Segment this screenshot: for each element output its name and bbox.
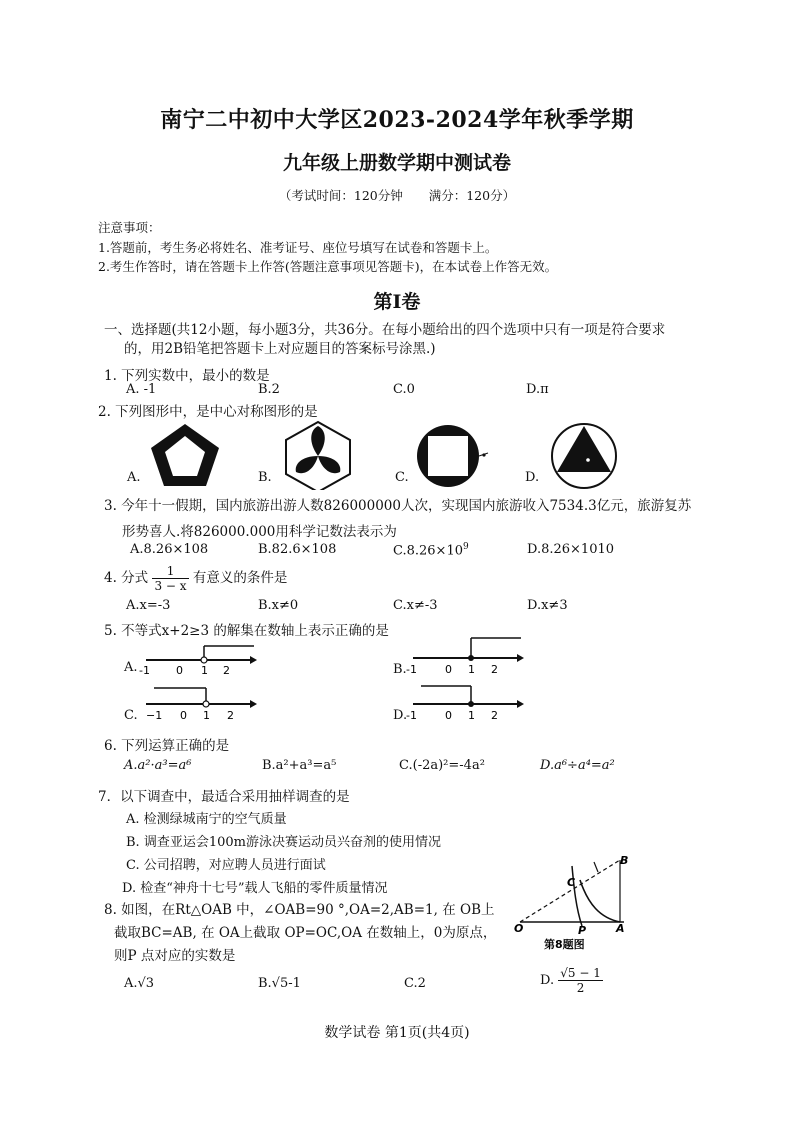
q4-option-d: D.x≠3	[527, 598, 568, 613]
q5-b-tick-1: 1	[468, 663, 475, 676]
q3-stem-line1: 3. 今年十一假期，国内旅游出游人数826000000人次，实现国内旅游收入7534.3亿元，旅游复苏	[104, 498, 692, 514]
notice-heading: 注意事项：	[98, 220, 161, 235]
q5-c-tick-1: 1	[203, 709, 210, 722]
q8-option-d: D. $\frac{√5 - 1}{2}$	[540, 966, 601, 995]
q7-option-c: C. 公司招聘，对应聘人员进行面试	[126, 858, 326, 873]
q3-option-c: $C.8.26\times 10^9$	[393, 542, 469, 559]
q1-option-d: D.π	[526, 382, 549, 397]
q8-option-a: A.√3	[124, 976, 155, 991]
page-footer: 数学试卷 第1页(共4页)	[324, 1025, 470, 1041]
q6-option-c: C.(-2a)²=-4a²	[399, 758, 485, 773]
q2-stem: 2. 下列图形中，是中心对称图形的是	[98, 404, 318, 420]
q4-option-c: C.x≠-3	[393, 598, 438, 613]
q5-a-tick-2: 2	[223, 664, 230, 677]
q4-option-b: B.x≠0	[258, 598, 299, 613]
q5-b-tick-m1: -1	[406, 663, 417, 676]
q5-stem: 5. 不等式x+2≥3 的解集在数轴上表示正确的是	[104, 623, 389, 639]
q1-option-b: B.2	[258, 382, 280, 397]
q5-d-tick-2: 2	[491, 709, 498, 722]
q2-figure-d	[548, 420, 628, 490]
q5-option-b: B.	[393, 662, 407, 677]
section1-instruction-line1: 一、选择题(共12小题，每小题3分，共36分。在每小题给出的四个选项中只有一项是符合要求	[104, 322, 666, 338]
q8-label-c: C	[567, 876, 576, 889]
q5-a-tick-m1: -1	[139, 664, 150, 677]
q3-stem-line2: 形势喜人.将826000.000用科学记数法表示为	[122, 524, 397, 540]
page-title: 南宁二中初中大学区2023-2024学年秋季学期	[160, 107, 634, 133]
q7-stem: 7．以下调查中，最适合采用抽样调查的是	[98, 789, 350, 805]
q6-option-a: A.a²·a³=a⁶	[124, 758, 192, 773]
q7-option-b: B. 调查亚运会100m游泳决赛运动员兴奋剂的使用情况	[126, 835, 441, 850]
q2-figure-a	[145, 420, 225, 490]
q6-option-d: D.a⁶÷a⁴=a²	[540, 758, 615, 773]
q5-c-tick-2: 2	[227, 709, 234, 722]
q8-option-c: C.2	[404, 976, 426, 991]
q3-option-a: A.8.26×108	[130, 542, 209, 557]
q5-d-tick-1: 1	[468, 709, 475, 722]
q3-option-d: D.8.26×1010	[527, 542, 615, 557]
q8-label-b: B	[620, 854, 629, 867]
q5-numberline-b	[405, 632, 525, 678]
q6-stem: 6. 下列运算正确的是	[104, 738, 230, 754]
q5-option-d: D.	[393, 708, 408, 723]
q5-a-tick-1: 1	[201, 664, 208, 677]
q5-b-tick-2: 2	[491, 663, 498, 676]
q5-d-tick-m1: -1	[406, 709, 417, 722]
q5-b-tick-0: 0	[445, 663, 452, 676]
q5-a-tick-0: 0	[176, 664, 183, 677]
notice-item-2: 2.考生作答时，请在答题卡上作答(答题注意事项见答题卡)，在本试卷上作答无效。	[98, 259, 558, 274]
q8-option-d-fraction: $\frac{√5 - 1}{2}$	[560, 966, 601, 995]
q2-option-a: A.	[127, 470, 141, 485]
q2-option-c: C.	[395, 470, 409, 485]
q8-stem-line3: 则P 点对应的实数是	[114, 948, 236, 964]
q6-option-b: B.a²+a³=a⁵	[262, 758, 337, 773]
q8-stem-line2: 截取BC=AB, 在 OA上截取 OP=OC,OA 在数轴上，0为原点，	[114, 925, 497, 941]
q4-option-a: A.x=-3	[126, 598, 171, 613]
q8-option-b: B.√5-1	[258, 976, 301, 991]
q1-option-a: A. -1	[126, 382, 157, 397]
q5-c-tick-m1: −1	[146, 709, 163, 722]
q5-c-tick-0: 0	[180, 709, 187, 722]
q5-numberline-c	[138, 680, 258, 726]
volume-title: 第Ⅰ卷	[373, 291, 421, 313]
q5-d-tick-0: 0	[445, 709, 452, 722]
q8-label-p: P	[578, 924, 587, 937]
q1-stem: 1. 下列实数中，最小的数是	[104, 368, 270, 384]
q1-option-c: C.0	[393, 382, 415, 397]
exam-time-info: （考试时间：120分钟 满分：120分）	[278, 188, 516, 203]
q3-option-b: B.82.6×108	[258, 542, 337, 557]
q2-figure-c	[412, 420, 492, 490]
q5-option-c: C.	[124, 708, 138, 723]
q2-option-b: B.	[258, 470, 272, 485]
q5-numberline-a	[138, 640, 258, 680]
q4-fraction: $\frac{1}{3 - x}$	[154, 564, 187, 593]
q2-option-d: D.	[525, 470, 540, 485]
q8-label-a: A	[616, 922, 625, 935]
q7-option-a: A. 检测绿城南宁的空气质量	[126, 812, 287, 827]
q8-label-o: O	[514, 922, 524, 935]
q5-option-a: A.	[124, 660, 138, 675]
q7-option-d: D. 检查“神舟十七号”载人飞船的零件质量情况	[122, 881, 388, 896]
q5-numberline-d	[405, 680, 525, 726]
exam-subtitle: 九年级上册数学期中测试卷	[282, 152, 511, 174]
q8-figure-caption: 第8题图	[544, 938, 585, 951]
q4-stem: 4. 分式 $\frac{1}{3 - x}$ 有意义的条件是	[104, 564, 288, 593]
q2-figure-b	[278, 420, 358, 490]
q8-stem-line1: 8. 如图，在Rt△OAB 中，∠OAB=90 °,OA=2,AB=1, 在 OB上	[104, 902, 495, 918]
section1-instruction-line2: 的，用2B铅笔把答题卡上对应题目的答案标号涂黑.)	[124, 341, 436, 357]
notice-item-1: 1.答题前，考生务必将姓名、准考证号、座位号填写在试卷和答题卡上。	[98, 240, 498, 255]
q8-figure	[510, 852, 640, 956]
